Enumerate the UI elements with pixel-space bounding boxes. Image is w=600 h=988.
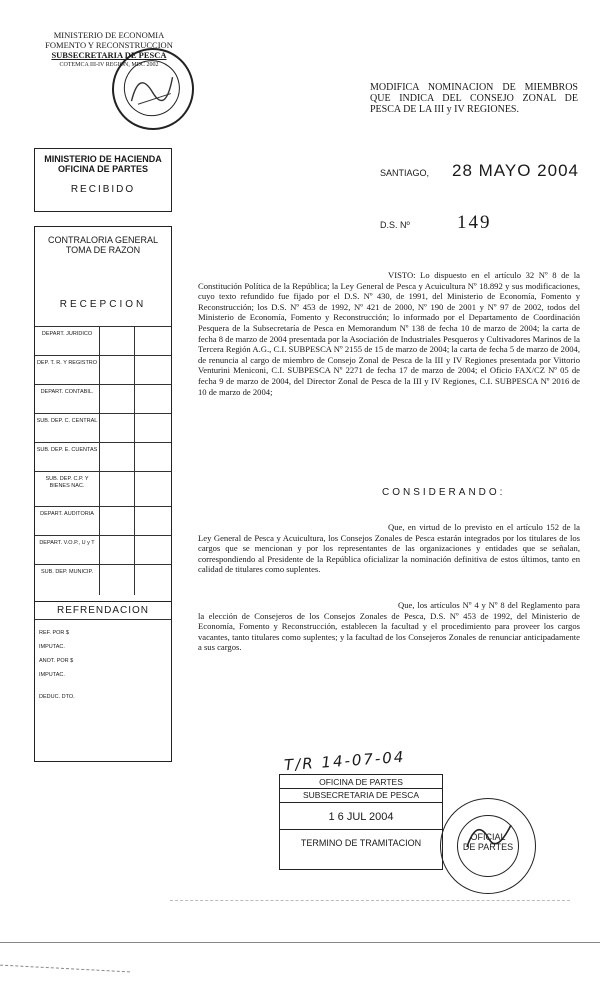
ref-field: REF. POR $ <box>39 630 69 636</box>
ref-field: IMPUTAC. <box>39 672 65 678</box>
ministry-line1: MINISTERIO DE ECONOMIA <box>53 30 165 40</box>
recepcion-label: RECEPCION <box>59 299 147 310</box>
hacienda-received: RECIBIDO <box>70 184 136 195</box>
ref-field: ANOT. POR $ <box>39 658 74 664</box>
considerando-paragraph-1: Que, en virtud de lo previsto en el artículo 152 de la Ley General de Pesca y Acuicultura, los Consejos Zonales de Pesca estarán integrados por los titulares de los cargos que se mencionan y por los representantes de las organizaciones y entidades que se señalan, correspondiendo al Presidente de la República oficializar la nominación definitiva de estos últimos, tanto en calidad de titulares como suplentes. <box>198 522 580 575</box>
grid-row-label: DEPART. CONTABIL. <box>35 385 100 413</box>
partes-line3: TERMINO DE TRAMITACION <box>300 838 422 848</box>
partes-line2: SUBSECRETARIA DE PESCA <box>280 789 442 803</box>
scan-line <box>0 965 130 973</box>
handwritten-note: T/R 14-07-04 <box>283 747 406 775</box>
refrendacion-fields <box>35 620 171 710</box>
ref-field: DEDUC. DTO. <box>39 694 75 700</box>
hacienda-stamp <box>34 148 172 212</box>
place-label: SANTIAGO, <box>380 168 430 178</box>
ministry-line2: FOMENTO Y RECONSTRUCCION <box>45 40 173 50</box>
grid-row-label: SUB. DEP. C.P. Y BIENES NAC. <box>35 472 100 506</box>
contraloria-subtitle: TOMA DE RAZON <box>65 245 141 255</box>
grid-row-label: DEPART. AUDITORIA <box>35 507 100 535</box>
contraloria-box <box>34 226 172 762</box>
oficial-seal <box>440 798 536 894</box>
seal-signature-icon <box>118 54 188 124</box>
considerando-heading: CONSIDERANDO: <box>382 487 506 498</box>
ministry-line4: COTEMCA III-IV REGION, MDC 2002 <box>59 62 159 68</box>
ds-label: D.S. Nº <box>380 220 410 230</box>
visto-paragraph: VISTO: Lo dispuesto en el artículo 32 Nº 8 de la Constitución Política de la República; la Ley General de Pesca y Acuicultura Nº 18.892 y sus modificaciones, cuyo texto refundido fue fijado por el D.S. Nº 430, de 1991, del Ministerio de Economía, Fomento y Reconstrucción; los D.S. Nº 453 de 1992, Nº 421 de 2000, Nº 190 de 2001 y Nº 97 de 2002, todos del Ministerio de Economía, Fomento y Reconstrucción; lo informado por el Departamento de Coordinación Pesquera de la Subsecretaría de Pesca en Memorandum Nº 138 de fecha 10 de marzo de 2004; la carta de fecha 8 de marzo de 2004 presentada por la Asociación de Industriales Pesqueros y Cultivadores Marinos de la Tercera Región A.G., C.I. SUBPESCA Nº 2155 de 15 de marzo de 2004; la carta de fecha 5 de marzo de 2004, de renuncia al cargo de miembro de Consejo Zonal de Pesca de la III y IV Regiones presentada por Vittorio Venturini Meniconi, C.I. SUBPESCA Nº 2271 de fecha 17 de marzo de 2004; el Oficio FAX/CZ Nº 05 de fecha 9 de marzo de 2004, del Director Zonal de Pesca de la III y IV Regiones, C.I. SUBPESCA Nº 2016 de 10 de marzo de 2004; <box>198 270 580 397</box>
grid-row-label: SUB. DEP. C. CENTRAL <box>35 414 100 442</box>
oficial-seal-line1: OFICIAL <box>470 832 506 842</box>
decree-subject: MODIFICA NOMINACION DE MIEMBROS QUE INDICA DEL CONSEJO ZONAL DE PESCA DE LA III y IV REGIONES. <box>370 82 578 115</box>
considerando-paragraph-2: Que, los artículos Nº 4 y Nº 8 del Reglamento para la elección de Consejeros de los Consejos Zonales de Pesca, D.S. Nº 453 de 1992, del Ministerio de Economía, Fomento y Reconstrucción, establecen la facultad y el procedimiento para proveer los cargos vacantes, tanto titulares como suplentes; y la facultad de los Consejeros Zonales de renunciar anticipadamente a sus cargos. <box>198 600 580 653</box>
partes-line1: OFICINA DE PARTES <box>280 775 442 789</box>
decree-date: 28 MAYO 2004 <box>452 161 579 180</box>
hacienda-line1: MINISTERIO DE HACIENDA <box>44 154 162 164</box>
scan-line <box>0 942 600 943</box>
contraloria-grid <box>35 326 171 595</box>
grid-row-label: DEPART. JURIDICO <box>35 327 100 355</box>
partes-stamp <box>279 774 443 870</box>
seal-signature-icon <box>461 813 521 863</box>
grid-row-label: DEPART. V.O.P., U y T <box>35 536 100 564</box>
grid-row-label: SUB. DEP. E. CUENTAS <box>35 443 100 471</box>
grid-row-label: SUB. DEP. MUNICIP. <box>35 565 100 595</box>
hacienda-line2: OFICINA DE PARTES <box>57 164 148 174</box>
scan-line <box>170 900 570 901</box>
ds-number: 149 <box>457 212 492 233</box>
oficial-seal-line2: DE PARTES <box>462 842 514 852</box>
refrendacion-label: REFRENDACION <box>35 601 171 620</box>
ministry-line3: SUBSECRETARIA DE PESCA <box>51 50 167 60</box>
ref-field: IMPUTAC. <box>39 644 65 650</box>
grid-row-label: DEP. T. R. Y REGISTRO <box>35 356 100 384</box>
partes-date: 1 6 JUL 2004 <box>280 803 442 830</box>
contraloria-title: CONTRALORIA GENERAL <box>47 235 159 245</box>
